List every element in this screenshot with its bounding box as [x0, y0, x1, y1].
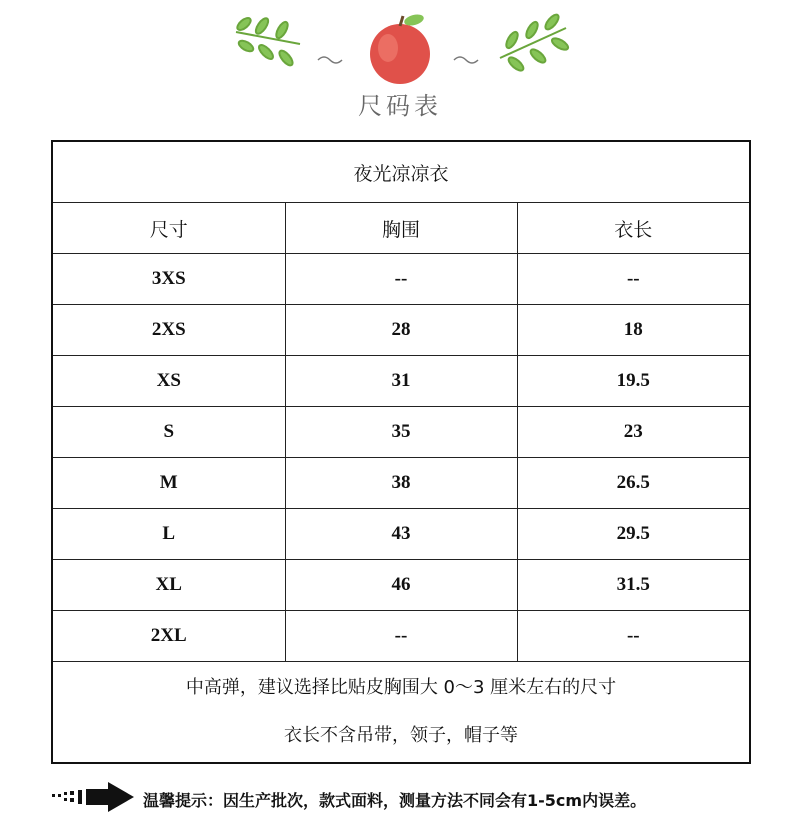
cell-size: L	[52, 509, 285, 560]
note-length: 衣长不含吊带，领子，帽子等	[284, 725, 519, 746]
cell-chest: --	[285, 254, 517, 305]
column-header-size: 尺寸	[52, 203, 285, 254]
table-title-row	[52, 141, 750, 203]
cell-chest: --	[285, 611, 517, 662]
table-notes	[52, 662, 750, 764]
cell-chest: 43	[285, 509, 517, 560]
table-title: 夜光凉凉衣	[52, 141, 750, 203]
table-row	[52, 356, 750, 407]
table-row	[52, 509, 750, 560]
column-header-chest: 胸围	[285, 203, 517, 254]
cell-chest: 38	[285, 458, 517, 509]
cell-chest: 46	[285, 560, 517, 611]
cell-size: XS	[52, 356, 285, 407]
cell-size: 3XS	[52, 254, 285, 305]
cell-chest: 35	[285, 407, 517, 458]
cell-size: 2XS	[52, 305, 285, 356]
cell-size: 2XL	[52, 611, 285, 662]
arrow-right-icon	[50, 782, 138, 812]
cell-length: 19.5	[517, 356, 750, 407]
cell-chest: 28	[285, 305, 517, 356]
leaf-branch-right-icon	[500, 13, 570, 73]
tip-text: 温馨提示：因生产批次，款式面料，测量方法不同会有1-5cm内误差。	[143, 791, 647, 810]
cell-length: 31.5	[517, 560, 750, 611]
cell-size: XL	[52, 560, 285, 611]
apple-icon	[370, 13, 430, 84]
table-row	[52, 560, 750, 611]
table-row	[52, 407, 750, 458]
cell-length: --	[517, 254, 750, 305]
tip-bar	[50, 780, 770, 816]
table-row	[52, 305, 750, 356]
page-title: 尺码表	[358, 92, 442, 120]
cell-length: 26.5	[517, 458, 750, 509]
header-decoration	[0, 0, 800, 90]
cell-chest: 31	[285, 356, 517, 407]
table-header-row	[52, 203, 750, 254]
cell-length: 29.5	[517, 509, 750, 560]
cell-size: M	[52, 458, 285, 509]
cell-size: S	[52, 407, 285, 458]
cell-length: 23	[517, 407, 750, 458]
column-header-length: 衣长	[517, 203, 750, 254]
header	[0, 0, 800, 130]
note-elasticity: 中高弹，建议选择比贴皮胸围大 0～3 厘米左右的尺寸	[185, 677, 617, 698]
table-row	[52, 254, 750, 305]
table-row	[52, 611, 750, 662]
size-table	[51, 140, 751, 764]
table-row	[52, 458, 750, 509]
table-notes-row	[52, 662, 750, 764]
cell-length: 18	[517, 305, 750, 356]
cell-length: --	[517, 611, 750, 662]
leaf-branch-left-icon	[235, 16, 300, 68]
